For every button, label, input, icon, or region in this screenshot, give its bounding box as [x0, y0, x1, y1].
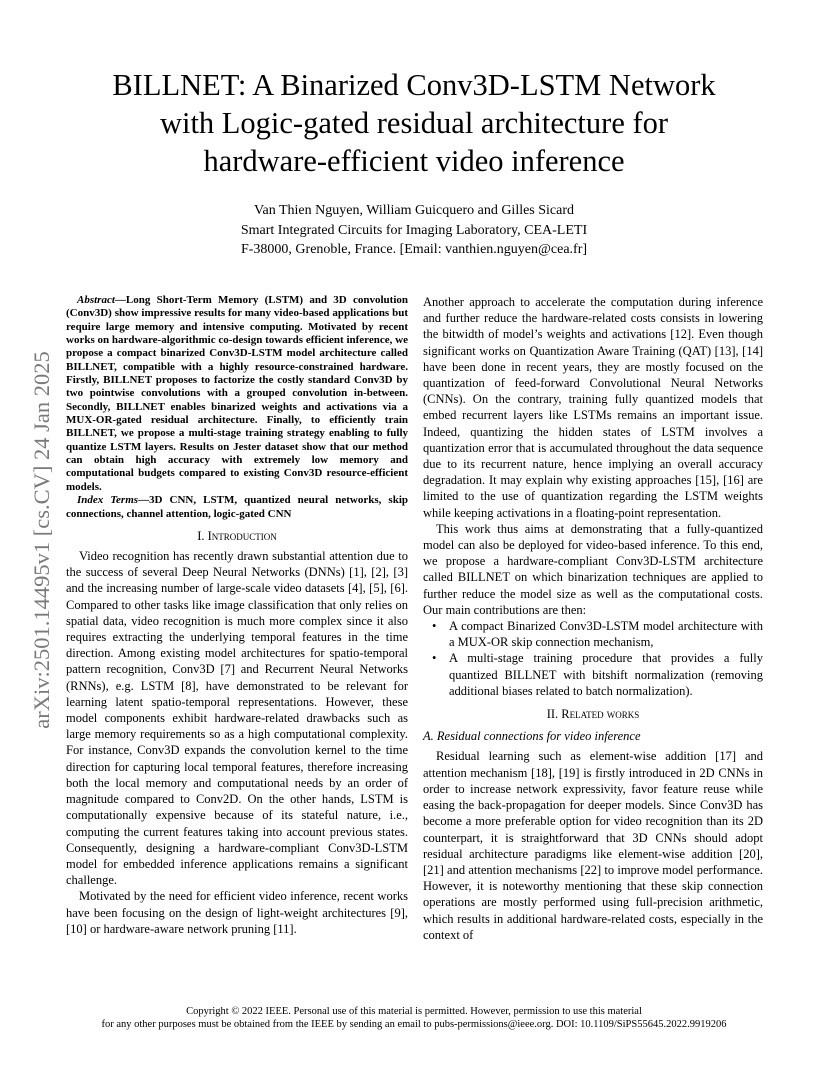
footer-line-1: Copyright © 2022 IEEE. Personal use of this material is permitted. However, permission to use this material: [186, 1006, 642, 1017]
contribution-item: • A multi-stage training procedure that provides a fully quantized BILLNET with bitshift normalization (removing additional biases related to batch normalization).: [449, 650, 763, 699]
intro-paragraph-4: This work thus aims at demonstrating that a fully-quantized model can also be deployed for video-based inference. To this end, we propose a hardware-compliant Conv3D-LSTM architecture called BILLNET on which binarization techniques are applied to further reduce the model size as well as the computational costs. Our main contributions are then:: [423, 521, 763, 617]
copyright-footer: [60, 1005, 768, 1031]
title-line-2: with Logic-gated residual architecture for: [159, 106, 669, 140]
left-column: [66, 294, 408, 937]
subsection-heading-residual: A. Residual connections for video inference: [423, 729, 641, 744]
section-heading-related-works: II. Related works: [546, 707, 640, 722]
author-affiliation: Smart Integrated Circuits for Imaging Laboratory, CEA-LETI: [240, 222, 588, 238]
intro-paragraph-2: Motivated by the need for efficient video inference, recent works have been focusing on the design of light-weight architectures [9], [10] or hardware-aware network pruning [11].: [66, 889, 408, 936]
abstract-label: Abstract: [77, 294, 115, 306]
paper-title: [60, 66, 768, 180]
intro-paragraph-3: Another approach to accelerate the computation during inference and further reduce the hardware-related costs consists in lowering the bitwidth of model’s weights and activations [12]. Even though significant works on Quantization Aware Training (QAT) [13], [14] have been done in recent years, they are mostly focused on the quantization of feed-forward Convolutional Neural Networks (CNNs). On the contrary, training fully quantized models that embed recurrent layers like LSTMs remains an important issue. Indeed, quantizing the hidden states of LSTM involves a quantization error that is accumulated throughout the data sequence due to its recurrent nature, hence implying an overall accuracy degradation. It may explain why existing approaches [15], [16] are limited to the use of quantization regarding the LSTM weights while keeping activations in a floating-point representation.: [423, 295, 763, 520]
footer-line-2: for any other purposes must be obtained from the IEEE by sending an email to pubs-permissions@ieee.org. DOI: 10.1109/SiPS55645.2022.9919206: [101, 1019, 727, 1030]
intro-paragraph-1: Video recognition has recently drawn substantial attention due to the success of several Deep Neural Networks (DNNs) [1], [2], [3] and the increasing number of large-scale video datasets [4], [5], [6]. Compared to other tasks like image classification that only relies on spatial data, video recognition is much more complex since it also requires extracting the underlying temporal features in the time direction. Among existing model architectures for spatio-temporal pattern recognition, Conv3D [7] and Recurrent Neural Networks (RNNs), e.g. LSTM [8], have demonstrated to be relevant for learning latent spatio-temporal representations. However, these model components exhibit hardware-related drawbacks such as large memory requirements so as a high computational complexity. For instance, Conv3D expands the convolution kernel to the time direction for capturing local temporal features, therefore increasing both the local memory and computational needs by an order of magnitude compared to Conv2D. On the other hands, LSTM is computationally expensive because of its stateful nature, i.e., computing the current features taking into account previous states. Consequently, designing a hardware-compliant Conv3D-LSTM model for embedded inference applications remains a significant challenge.: [66, 549, 408, 888]
arxiv-stamp: arXiv:2501.14495v1 [cs.CV] 24 Jan 2025: [29, 351, 54, 729]
abstract: Abstract—Long Short-Term Memory (LSTM) and 3D convolution (Conv3D) show impressive results for many video-based applications but require large memory and intensive computing. Motivated by recent works on hardware-algorithmic co-design towards efficient inference, we propose a compact binarized Conv3D-LSTM model architecture called BILLNET, compatible with a highly resource-constrained hardware. Firstly, BILLNET proposes to factorize the costly standard Conv3D by two pointwise convolutions with a grouped convolution in-between. Secondly, BILLNET enables binarized weights and activations via a MUX-OR-gated residual architecture. Finally, to efficiently train BILLNET, we propose a multi-stage training strategy enabling to fully quantize LSTM layers. Results on Jester dataset show that our method can obtain high accuracy with extremely low memory and computational budgets compared to existing Conv3D resource-efficient models.: [66, 294, 408, 493]
index-terms: Index Terms—3D CNN, LSTM, quantized neural networks, skip connections, channel attention, logic-gated CNN: [66, 494, 408, 520]
abstract-text: Long Short-Term Memory (LSTM) and 3D convolution (Conv3D) show impressive results for many video-based applications but require large memory and intensive computing. Motivated by recent works on hardware-algorithmic co-design towards efficient inference, we propose a compact binarized Conv3D-LSTM model architecture called BILLNET, compatible with a highly resource-constrained hardware. Firstly, BILLNET proposes to factorize the costly standard Conv3D by two pointwise convolutions with a grouped convolution in-between. Secondly, BILLNET enables binarized weights and activations via a MUX-OR-gated residual architecture. Finally, to efficiently train BILLNET, we propose a multi-stage training strategy enabling to fully quantize LSTM layers. Results on Jester dataset show that our method can obtain high accuracy with extremely low memory and computational budgets compared to existing Conv3D resource-efficient models.: [66, 294, 408, 493]
title-line-1: BILLNET: A Binarized Conv3D-LSTM Network: [112, 68, 716, 102]
author-names: Van Thien Nguyen, William Guicquero and Gilles Sicard: [253, 203, 575, 218]
related-paragraph-1: Residual learning such as element-wise addition [17] and attention mechanism [18], [19] is firstly introduced in 2D CNNs in order to increase network expressivity, favor feature reuse while easing the back-propagation for deeper models. Since Conv3D has become a more preferable option for video recognition than its 2D counterpart, it is straightforward that 3D CNNs should adopt residual architecture paradigms like element-wise addition [20], [21] and attention mechanisms [22] to improve model performance. However, it is noteworthy mentioning that these skip connection operations are mostly performed using full-precision arithmetic, which results in additional hardware-related costs, especially in the context of: [423, 749, 763, 942]
index-terms-label: Index Terms: [77, 494, 139, 507]
author-address: F-38000, Grenoble, France. [Email: vanthien.nguyen@cea.fr]: [240, 242, 588, 257]
contributions-list: [423, 618, 763, 699]
contribution-item: • A compact Binarized Conv3D-LSTM model architecture with a MUX-OR skip connection mechanism,: [449, 618, 763, 650]
author-block: [150, 201, 678, 260]
title-line-3: hardware-efficient video inference: [203, 144, 625, 178]
index-terms-text: 3D CNN, LSTM, quantized neural networks, skip connections, channel attention, logic-gated CNN: [66, 494, 408, 520]
section-heading-introduction: I. Introduction: [197, 528, 277, 543]
right-column: [423, 294, 763, 943]
